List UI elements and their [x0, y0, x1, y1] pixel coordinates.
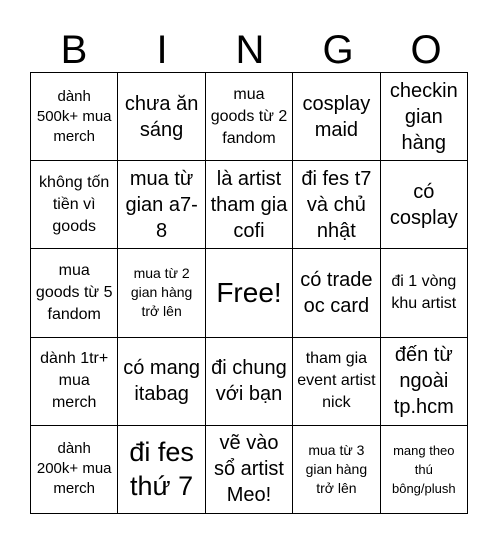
cell-text: mua từ gian a7-8 [125, 167, 198, 242]
cell-text: đến từ ngoài tp.hcm [393, 344, 454, 419]
bingo-cell-r5c3[interactable] [206, 426, 293, 514]
bingo-cell-r4c3[interactable] [206, 338, 293, 426]
bingo-cell-r2c4[interactable] [293, 161, 380, 249]
cell-text: mua từ 3 gian hàng trở lên [305, 441, 368, 496]
cell-text: đi chung với bạn [211, 357, 287, 406]
cell-text: mua từ 2 gian hàng trở lên [130, 265, 193, 320]
bingo-cell-r5c4[interactable] [293, 426, 380, 514]
cell-text: chưa ăn sáng [124, 92, 199, 141]
cell-text: mua goods từ 2 fandom [210, 85, 288, 147]
cell-text: có cosplay [389, 180, 458, 229]
cell-text: mang theo thú bông/plush [391, 442, 456, 496]
cell-text: dành 500k+ mua merch [36, 87, 112, 145]
header-letter-i: I [156, 28, 168, 72]
bingo-cell-r3c2[interactable] [118, 249, 205, 337]
cell-text: mua goods từ 5 fandom [35, 261, 113, 323]
cell-text: là artist tham gia cofi [210, 167, 288, 242]
bingo-cell-r1c2[interactable] [118, 73, 205, 161]
cell-text: dành 1tr+ mua merch [40, 350, 109, 412]
bingo-cell-r3c3-free[interactable] [206, 249, 293, 337]
header-letter-g: G [322, 28, 354, 72]
bingo-cell-r4c2[interactable] [118, 338, 205, 426]
bingo-cell-r1c4[interactable] [293, 73, 380, 161]
header-letter-o: O [410, 28, 442, 72]
cell-text: không tốn tiền vì goods [39, 173, 110, 235]
cell-text: có trade oc card [300, 268, 373, 317]
cell-text: checkin gian hàng [389, 79, 458, 154]
bingo-cell-r3c5[interactable] [381, 249, 468, 337]
cell-text: tham gia event artist nick [297, 350, 376, 412]
bingo-cell-r2c2[interactable] [118, 161, 205, 249]
bingo-cell-r5c1[interactable] [31, 426, 118, 514]
cell-text: có mang itabag [123, 357, 200, 406]
header-letter-n: N [235, 28, 265, 72]
cell-text: đi 1 vòng khu artist [391, 272, 457, 312]
free-space-text: Free! [216, 276, 282, 308]
cell-text: dành 200k+ mua merch [36, 440, 112, 498]
bingo-cell-r3c4[interactable] [293, 249, 380, 337]
bingo-cell-r4c4[interactable] [293, 338, 380, 426]
bingo-cell-r4c1[interactable] [31, 338, 118, 426]
bingo-cell-r5c2[interactable] [118, 426, 205, 514]
bingo-cell-r3c1[interactable] [31, 249, 118, 337]
bingo-cell-r1c3[interactable] [206, 73, 293, 161]
cell-text: cosplay maid [302, 92, 371, 141]
cell-text: đi fes thứ 7 [129, 437, 194, 502]
cell-text: vẽ vào sổ artist Meo! [213, 432, 284, 507]
bingo-cell-r2c5[interactable] [381, 161, 468, 249]
bingo-cell-r4c5[interactable] [381, 338, 468, 426]
bingo-grid [30, 72, 468, 514]
header-letter-b: B [60, 28, 88, 72]
bingo-cell-r5c5[interactable] [381, 426, 468, 514]
bingo-cell-r1c5[interactable] [381, 73, 468, 161]
bingo-cell-r1c1[interactable] [31, 73, 118, 161]
cell-text: đi fes t7 và chủ nhật [301, 167, 372, 242]
bingo-header [30, 28, 470, 72]
bingo-cell-r2c1[interactable] [31, 161, 118, 249]
bingo-cell-r2c3[interactable] [206, 161, 293, 249]
